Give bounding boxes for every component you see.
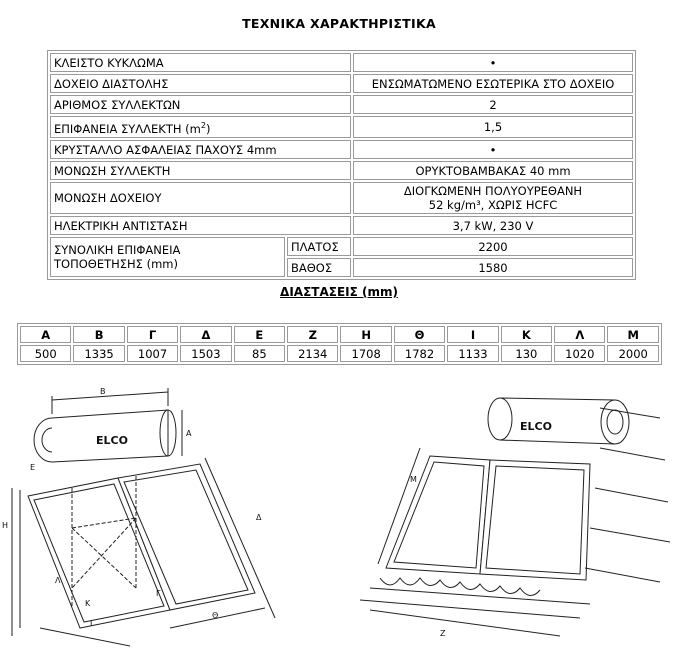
dimension-value: 1335 bbox=[73, 345, 124, 362]
table-row bbox=[50, 53, 633, 72]
dimension-header: Α bbox=[20, 326, 71, 343]
dimension-value: 1020 bbox=[554, 345, 605, 362]
label-h: Η bbox=[2, 521, 9, 530]
table-row bbox=[50, 140, 633, 159]
dimensions-value-row bbox=[20, 345, 659, 362]
roof-tank-body bbox=[500, 398, 615, 444]
dimension-header: Β bbox=[73, 326, 124, 343]
dimension-header: Κ bbox=[501, 326, 552, 343]
label-e: Ε bbox=[30, 463, 36, 472]
dimension-line-h bbox=[12, 488, 20, 636]
spec-label-close: ) bbox=[205, 121, 211, 136]
table-row bbox=[50, 216, 633, 235]
spec-label: ΚΡΥΣΤΑΛΛΟ ΑΣΦΑΛΕΙΑΣ ΠΑΧΟΥΣ 4mm bbox=[50, 140, 351, 159]
label-a: Α bbox=[186, 429, 192, 438]
spec-label-line: ΣΥΝΟΛΙΚΗ ΕΠΙΦΑΝΕΙΑ bbox=[54, 243, 181, 257]
dimension-value: 130 bbox=[501, 345, 552, 362]
spec-label bbox=[50, 237, 285, 277]
label-th: Θ bbox=[212, 611, 219, 620]
spec-label-text: ΕΠΙΦΑΝΕΙΑ ΣΥΛΛΕΚΤΗ (m bbox=[54, 121, 201, 136]
dimension-value: 1133 bbox=[447, 345, 498, 362]
dimension-header: Ι bbox=[447, 326, 498, 343]
dimension-value: 1708 bbox=[340, 345, 391, 362]
label-l: Λ bbox=[55, 576, 61, 585]
table-row bbox=[50, 237, 633, 256]
label-m: Μ bbox=[410, 475, 417, 484]
spec-label-line: ΤΟΠΟΘΕΤΗΣΗΣ (mm) bbox=[54, 257, 178, 271]
label-i: Ι bbox=[90, 619, 93, 628]
spec-sublabel: ΠΛΑΤΟΣ bbox=[287, 237, 351, 256]
spec-label: ΔΟΧΕΙΟ ΔΙΑΣΤΟΛΗΣ bbox=[50, 74, 351, 93]
spec-label: ΜΟΝΩΣΗ ΔΟΧΕΙΟΥ bbox=[50, 182, 351, 214]
roof-tile-waves bbox=[380, 578, 540, 596]
dimension-value: 1503 bbox=[180, 345, 231, 362]
spec-label bbox=[50, 116, 351, 138]
table-row bbox=[50, 74, 633, 93]
dimension-value: 85 bbox=[234, 345, 285, 362]
dimension-line-b bbox=[52, 388, 168, 414]
dimension-header: Ε bbox=[234, 326, 285, 343]
brand-logo: ELCO bbox=[96, 434, 128, 447]
spec-label: ΚΛΕΙΣΤΟ ΚΥΚΛΩΜΑ bbox=[50, 53, 351, 72]
label-z: Ζ bbox=[440, 629, 446, 638]
table-row bbox=[50, 95, 633, 114]
dimension-header: Θ bbox=[394, 326, 445, 343]
spec-value: 2200 bbox=[353, 237, 633, 256]
dimension-value: 1782 bbox=[394, 345, 445, 362]
spec-value: 2 bbox=[353, 95, 633, 114]
spec-value bbox=[353, 182, 633, 214]
roof-collector-1 bbox=[386, 456, 490, 574]
dimension-header: Γ bbox=[127, 326, 178, 343]
roof-collector-2 bbox=[480, 460, 590, 580]
table-row bbox=[50, 161, 633, 180]
label-b: Β bbox=[100, 387, 106, 396]
spec-label-sup: 2 bbox=[200, 120, 206, 130]
dimension-value: 2000 bbox=[607, 345, 659, 362]
table-row bbox=[50, 116, 633, 138]
roof-brand-logo: ELCO bbox=[520, 420, 552, 433]
spec-value: 1580 bbox=[353, 258, 633, 277]
specifications-table bbox=[47, 50, 636, 280]
roof-tank-cap bbox=[601, 400, 629, 444]
dimensions-table bbox=[17, 323, 662, 365]
dimension-header: Ζ bbox=[287, 326, 338, 343]
spec-value: • bbox=[353, 53, 633, 72]
spec-value: ΕΝΣΩΜΑΤΩΜΕΝΟ ΕΣΩΤΕΡΙΚΑ ΣΤΟ ΔΟΧΕΙΟ bbox=[353, 74, 633, 93]
dimension-header: Λ bbox=[554, 326, 605, 343]
spec-value-line: 52 kg/m³, ΧΩΡΙΣ HCFC bbox=[428, 198, 558, 212]
left-installation-drawing bbox=[2, 387, 275, 646]
label-d: Δ bbox=[256, 513, 262, 522]
installation-drawings bbox=[0, 378, 678, 653]
roof-tank-end bbox=[488, 398, 512, 440]
table-row bbox=[50, 182, 633, 214]
right-installation-drawing bbox=[360, 398, 670, 638]
spec-value: • bbox=[353, 140, 633, 159]
dimensions-header-row bbox=[20, 326, 659, 343]
page-title: ΤΕΧΝΙΚΑ ΧΑΡΑΚΤΗΡΙΣΤΙΚΑ bbox=[242, 16, 436, 31]
spec-sublabel: ΒΑΘΟΣ bbox=[287, 258, 351, 277]
dimension-value: 1007 bbox=[127, 345, 178, 362]
dimension-header: Δ bbox=[180, 326, 231, 343]
dimension-header: Η bbox=[340, 326, 391, 343]
spec-value: 1,5 bbox=[353, 116, 633, 138]
dimensions-title: ΔΙΑΣΤΑΣΕΙΣ (mm) bbox=[280, 285, 398, 299]
spec-label: ΗΛΕΚΤΡΙΚΗ ΑΝΤΙΣΤΑΣΗ bbox=[50, 216, 351, 235]
dimension-value: 500 bbox=[20, 345, 71, 362]
spec-value-line: ΔΙΟΓΚΩΜΕΝΗ ΠΟΛΥΟΥΡΕΘΑΝΗ bbox=[403, 184, 583, 198]
label-k: Κ bbox=[85, 599, 91, 608]
spec-label: ΜΟΝΩΣΗ ΣΥΛΛΕΚΤΗ bbox=[50, 161, 351, 180]
spec-value: ΟΡΥΚΤΟΒΑΜΒΑΚΑΣ 40 mm bbox=[353, 161, 633, 180]
dimension-line-i bbox=[40, 628, 130, 646]
dimension-value: 2134 bbox=[287, 345, 338, 362]
spec-value: 3,7 kW, 230 V bbox=[353, 216, 633, 235]
dimension-header: Μ bbox=[607, 326, 659, 343]
spec-label: ΑΡΙΘΜΟΣ ΣΥΛΛΕΚΤΩΝ bbox=[50, 95, 351, 114]
label-g: Γ bbox=[156, 589, 161, 598]
